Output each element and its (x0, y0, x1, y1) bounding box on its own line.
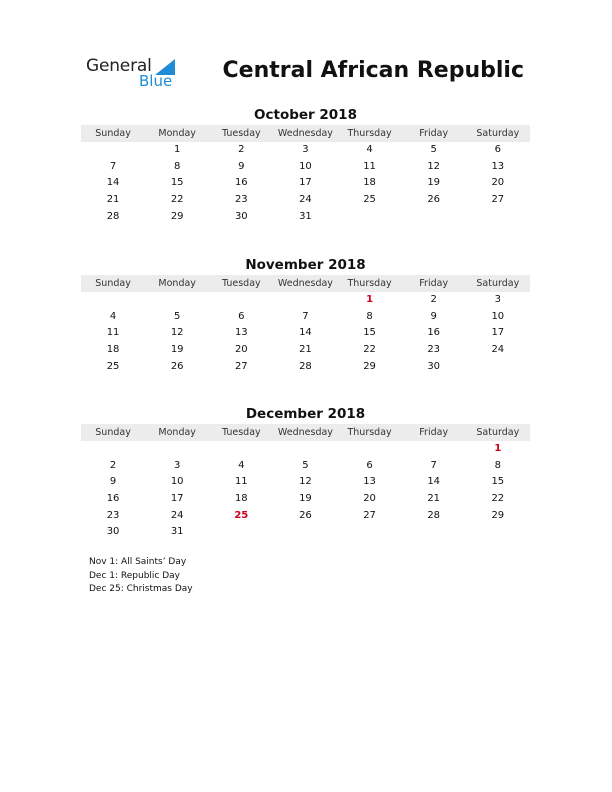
day-cell: 22 (170, 194, 184, 206)
day-cell: 13 (234, 327, 248, 339)
day-cell: 22 (363, 344, 376, 356)
day-cell: 14 (106, 177, 120, 189)
week-row (81, 175, 530, 192)
week-row (81, 359, 530, 376)
day-cell: 26 (427, 194, 441, 206)
day-cell: 2 (238, 144, 245, 155)
day-cell: 18 (363, 177, 376, 189)
day-cell (402, 209, 466, 226)
day-cell: 30 (427, 360, 441, 372)
day-cell: 2 (430, 294, 437, 305)
day-cell: 30 (106, 526, 120, 538)
weekday-label: Wednesday (277, 427, 333, 438)
month-title: November 2018 (245, 257, 366, 273)
holiday-note: Dec 1: Republic Day (89, 570, 180, 581)
week-row (81, 192, 530, 209)
day-cell: 5 (430, 144, 437, 155)
logo (86, 56, 186, 90)
day-cell: 15 (170, 177, 184, 189)
day-cell: 18 (106, 344, 120, 356)
day-cell: 9 (238, 160, 245, 172)
day-cell: 21 (427, 493, 441, 505)
day-cell: 29 (170, 210, 184, 222)
day-cell: 4 (366, 144, 373, 155)
day-cell: 31 (170, 526, 184, 538)
day-cell: 21 (299, 344, 312, 356)
weekday-header-row (81, 125, 530, 142)
holiday-day-cell: 1 (494, 443, 502, 454)
day-cell: 16 (427, 327, 441, 339)
day-cell (402, 441, 466, 458)
day-cell: 12 (427, 160, 441, 172)
day-cell: 7 (109, 160, 117, 172)
day-cell (209, 524, 273, 541)
day-cell: 18 (234, 493, 248, 505)
day-cell (81, 441, 145, 458)
weekday-label: Tuesday (221, 427, 261, 438)
day-cell: 7 (430, 459, 437, 471)
day-cell: 27 (491, 194, 505, 206)
day-cell: 28 (106, 210, 120, 222)
day-cell: 30 (234, 210, 248, 222)
day-cell (273, 441, 337, 458)
weekday-label: Sunday (95, 427, 131, 438)
day-cell: 25 (363, 194, 376, 206)
day-cell: 27 (363, 509, 376, 521)
day-cell: 15 (363, 327, 376, 339)
month-title: December 2018 (245, 406, 366, 422)
day-cell: 3 (174, 459, 181, 471)
day-cell: 26 (299, 509, 312, 521)
weekday-header-row (81, 275, 530, 292)
day-cell: 11 (106, 327, 120, 339)
calendar-november (81, 255, 530, 375)
day-cell (81, 292, 145, 309)
day-cell: 6 (238, 310, 245, 322)
day-cell: 10 (491, 310, 505, 322)
day-cell (81, 142, 145, 159)
holiday-note: Nov 1: All Saints’ Day (89, 557, 187, 567)
weekday-label: Tuesday (221, 128, 261, 139)
day-cell: 7 (302, 310, 309, 322)
weekday-header-row (81, 424, 530, 441)
day-cell: 24 (299, 194, 312, 206)
holiday-note: Dec 25: Christmas Day (89, 584, 193, 594)
month-title: October 2018 (254, 107, 357, 123)
country-title: Central African Republic (222, 58, 524, 83)
day-cell: 3 (302, 144, 309, 155)
day-cell: 12 (170, 327, 184, 339)
day-cell: 9 (109, 476, 117, 488)
weekday-label: Thursday (347, 128, 392, 139)
day-cell: 4 (109, 310, 117, 322)
day-cell: 8 (366, 310, 373, 322)
day-cell: 17 (170, 493, 184, 505)
weekday-label: Tuesday (221, 278, 261, 289)
day-cell: 1 (174, 144, 181, 155)
day-cell: 9 (430, 310, 437, 322)
week-row (81, 491, 530, 508)
day-cell: 23 (106, 509, 120, 521)
week-row (81, 209, 530, 226)
day-cell: 13 (363, 476, 376, 488)
weekday-label: Monday (158, 427, 196, 438)
logo-general-text: General (86, 56, 152, 76)
weekday-label: Friday (419, 427, 449, 438)
weekday-label: Monday (158, 278, 196, 289)
calendar-december (81, 404, 530, 541)
day-cell: 11 (234, 476, 248, 488)
day-cell: 29 (491, 509, 505, 521)
day-cell (402, 524, 466, 541)
day-cell: 13 (491, 160, 505, 172)
day-cell: 27 (234, 360, 248, 372)
day-cell: 16 (106, 493, 120, 505)
day-cell: 3 (494, 294, 501, 305)
day-cell: 19 (427, 177, 441, 189)
day-cell: 4 (238, 459, 245, 471)
holiday-day-cell: 1 (366, 294, 374, 305)
day-cell: 6 (366, 459, 373, 471)
day-cell: 14 (427, 476, 441, 488)
day-cell: 24 (170, 509, 184, 521)
day-cell (466, 524, 530, 541)
day-cell: 17 (299, 177, 312, 189)
day-cell: 22 (491, 493, 505, 505)
day-cell: 11 (363, 160, 376, 172)
weekday-label: Sunday (95, 278, 131, 289)
week-row (81, 159, 530, 176)
weekday-label: Saturday (476, 128, 520, 139)
day-cell: 26 (170, 360, 184, 372)
day-cell: 28 (299, 360, 312, 372)
day-cell (338, 441, 402, 458)
day-cell: 8 (494, 459, 501, 471)
day-cell: 20 (491, 177, 505, 189)
logo-blue-text: Blue (139, 72, 173, 90)
week-row (81, 325, 530, 342)
weekday-label: Wednesday (277, 278, 333, 289)
day-cell (338, 524, 402, 541)
week-row (81, 474, 530, 491)
week-row (81, 309, 530, 326)
day-cell: 16 (234, 177, 248, 189)
day-cell: 31 (299, 210, 312, 222)
day-cell: 19 (170, 344, 184, 356)
weekday-label: Thursday (347, 427, 392, 438)
week-row (81, 142, 530, 159)
day-cell: 2 (109, 459, 117, 471)
weekday-label: Monday (158, 128, 196, 139)
day-cell: 8 (174, 160, 181, 172)
calendar-october (81, 105, 530, 225)
day-cell: 15 (491, 476, 505, 488)
holiday-notes (89, 556, 193, 597)
day-cell: 28 (427, 509, 441, 521)
day-cell: 23 (427, 344, 441, 356)
day-cell (209, 292, 273, 309)
weekday-label: Friday (419, 128, 449, 139)
day-cell: 29 (363, 360, 376, 372)
day-cell (209, 441, 273, 458)
week-row (81, 441, 530, 458)
day-cell: 10 (299, 160, 312, 172)
day-cell: 17 (491, 327, 505, 339)
day-cell (273, 292, 337, 309)
weekday-label: Wednesday (277, 128, 333, 139)
weekday-label: Saturday (476, 427, 520, 438)
weekday-label: Thursday (347, 278, 392, 289)
day-cell: 5 (174, 310, 181, 322)
day-cell: 10 (170, 476, 184, 488)
day-cell (273, 524, 337, 541)
day-cell: 20 (363, 493, 376, 505)
weekday-label: Sunday (95, 128, 131, 139)
weekday-label: Friday (419, 278, 449, 289)
day-cell: 25 (106, 360, 120, 372)
day-cell: 24 (491, 344, 505, 356)
week-row (81, 524, 530, 541)
day-cell: 5 (302, 459, 309, 471)
day-cell: 12 (299, 476, 312, 488)
day-cell: 23 (234, 194, 248, 206)
day-cell: 19 (299, 493, 312, 505)
day-cell: 21 (106, 194, 120, 206)
day-cell: 20 (234, 344, 248, 356)
day-cell (145, 441, 209, 458)
weekday-label: Saturday (476, 278, 520, 289)
week-row (81, 458, 530, 475)
day-cell (338, 209, 402, 226)
day-cell (466, 359, 530, 376)
day-cell: 14 (299, 327, 312, 339)
day-cell (145, 292, 209, 309)
holiday-day-cell: 25 (234, 509, 249, 521)
day-cell (466, 209, 530, 226)
day-cell: 6 (494, 144, 501, 155)
week-row (81, 292, 530, 309)
week-row (81, 508, 530, 525)
week-row (81, 342, 530, 359)
